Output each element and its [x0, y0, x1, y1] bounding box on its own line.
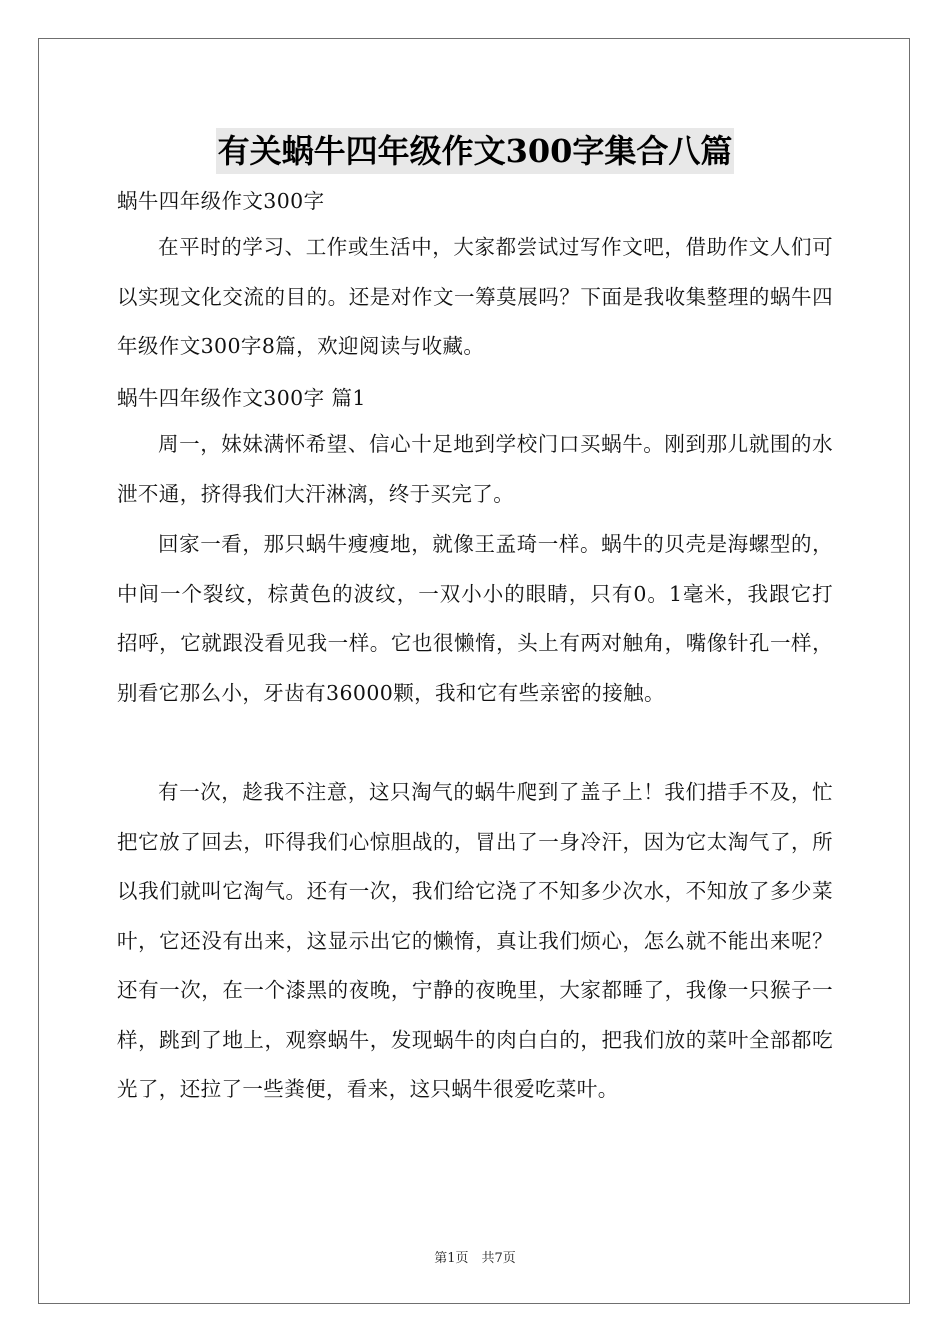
title-container [0, 128, 950, 174]
intro-paragraph: 在平时的学习、工作或生活中，大家都尝试过写作文吧，借助作文人们可以实现文化交流的目的。还是对作文一筹莫展吗？下面是我收集整理的蜗牛四年级作文300字8篇，欢迎阅读与收藏。 [117, 235, 833, 358]
section-heading: 蜗牛四年级作文300字 篇1 [117, 386, 366, 410]
page-footer: 第1页 共7页 [434, 1251, 516, 1266]
body-paragraph-3: 有一次，趁我不注意，这只淘气的蜗牛爬到了盖子上！我们措手不及，忙把它放了回去，吓得我们心惊胆战的，冒出了一身冷汗，因为它太淘气了，所以我们就叫它淘气。还有一次，我们给它浇了不知多少次水，不知放了多少菜叶，它还没有出来，这显示出它的懒惰，真让我们烦心，怎么就不能出来呢？还有一次，在一个漆黑的夜晚，宁静的夜晚里，大家都睡了，我像一只猴子一样，跳到了地上，观察蜗牛，发现蜗牛的肉白白的，把我们放的菜叶全部都吃光了，还拉了一些粪便，看来，这只蜗牛很爱吃菜叶。 [117, 780, 833, 1101]
subtitle: 蜗牛四年级作文300字 [117, 189, 325, 213]
body-paragraph-1: 周一，妹妹满怀希望、信心十足地到学校门口买蜗牛。刚到那儿就围的水泄不通，挤得我们大汗淋漓，终于买完了。 [117, 432, 833, 506]
body-paragraph-2: 回家一看，那只蜗牛瘦瘦地，就像王孟琦一样。蜗牛的贝壳是海螺型的，中间一个裂纹，棕黄色的波纹，一双小小的眼睛，只有0。1毫米，我跟它打招呼，它就跟没看见我一样。它也很懒惰，头上有两对触角，嘴像针孔一样，别看它那么小，牙齿有36000颗，我和它有些亲密的接触。 [117, 532, 833, 705]
document-title: 有关蜗牛四年级作文300字集合八篇 [216, 128, 735, 174]
